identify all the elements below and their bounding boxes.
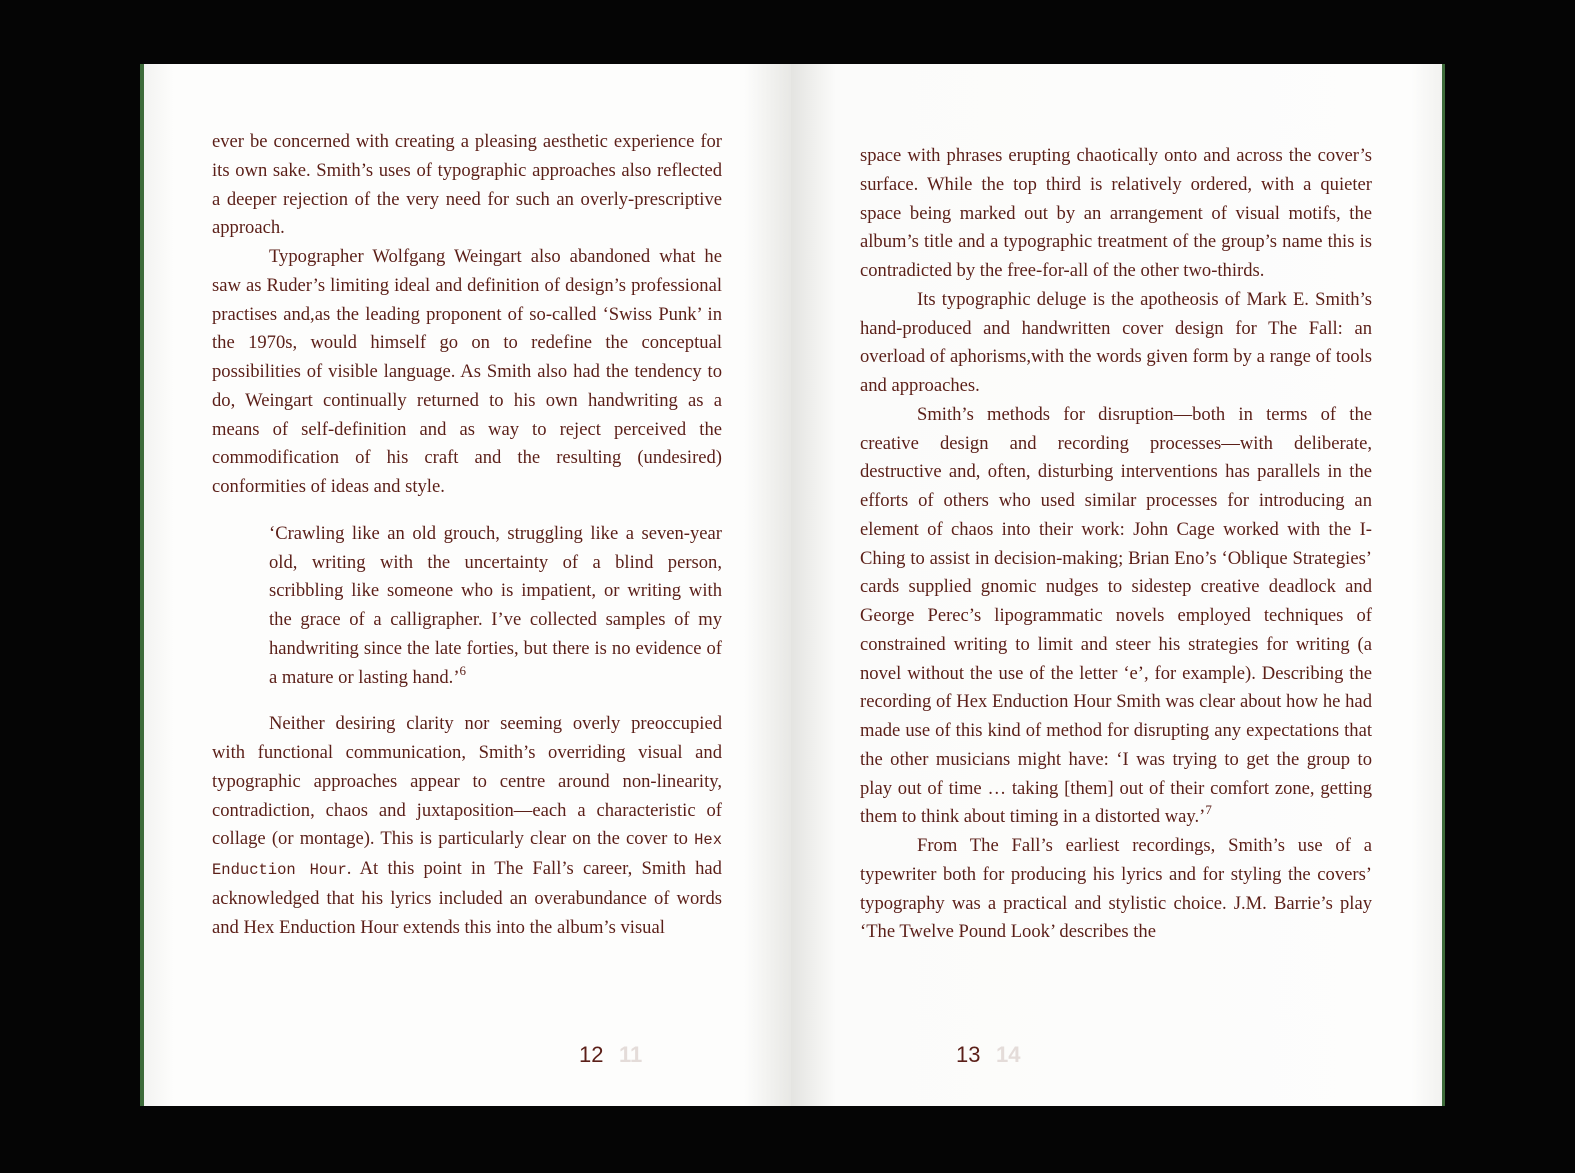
block-quote [269,520,722,693]
footnote-marker: 6 [459,662,467,678]
footnote-marker: 7 [1205,802,1212,818]
paragraph [212,710,722,942]
page-number: 13 [956,1042,981,1067]
show-through-page-number: 14 [996,1042,1021,1067]
paragraph: ever be concerned with creating a pleasing aesthetic experience for its own sake. Smith’s uses of typographic approaches also reflected a deeper rejection of the very need for such an overly-prescriptive approach. [212,131,722,239]
paragraph: Typographer Wolfgang Weingart also abandoned what he saw as Ruder’s limiting ideal and definition of design’s professional practises and,as the leading proponent of so-called ‘Swiss Punk’ in the 1970s, would himself go on to redefine the conceptual possibilities of visible language. As Smith also had the tendency to do, Weingart continually returned to his own handwriting as a means of self-definition and as way to reject perceived the commodification of his craft and the resulting (undesired) conformities of ideas and style. [212,246,722,497]
paragraph: space with phrases erupting chaotically onto and across the cover’s surface. While the top third is relatively ordered, with a quieter space being marked out by an arrangement of visual motifs, the album’s title and a typographic treatment of the group’s name this is contradicted by the free-for-all of the other two-thirds. [860,145,1372,281]
page-number: 12 [579,1042,604,1067]
paragraph: Its typographic deluge is the apotheosis of Mark E. Smith’s hand-produced and handwritten cover design for The Fall: an overload of aphorisms,with the words given form by a range of tools and approaches. [860,288,1372,396]
paragraph-text: Neither desiring clarity nor seeming overly preoccupied with functional communication, Smith’s overriding visual and typographic approaches appear to centre around non-linearity, contradiction, chaos and juxtaposition—each a characteristic of collage (or montage). This is particularly clear on the cover to [212,713,722,850]
paragraph [860,401,1372,832]
paragraph: From The Fall’s earliest recordings, Smith’s use of a typewriter both for producing his lyrics and for styling the covers’ typography was a practical and stylistic choice. J.M. Barrie’s play ‘The Twelve Pound Look’ describes the [860,835,1372,943]
left-page-body [212,128,722,942]
block-quote-text: ‘Crawling like an old grouch, struggling like a seven-year old, writing with the uncertainty of a blind person, scribbling like someone who is impatient, or writing with the grace of a calligrapher. I’ve collected samples of my handwriting since the late forties, but there is no evidence of a mature or lasting hand.’ [269,522,722,688]
right-page-body [860,142,1372,947]
album-title-mono: Hex Enduction Hour [212,831,722,879]
paragraph-text: Smith’s methods for disruption—both in terms of the creative design and recording processes—with deliberate, destructive and, often, disturbing interventions has parallels in the efforts of others who used similar processes for introducing an element of chaos into their work: John Cage worked with the I-Ching to assist in decision-making; Brian Eno’s ‘Oblique Strategies’ cards supplied gnomic nudges to sidestep creative deadlock and George Perec’s lipogrammatic novels employed techniques of constrained writing to limit and steer his strategies for writing (a novel without the use of the letter ‘e’, for example). Describing the recording of Hex Enduction Hour Smith was clear about how he had made use of this kind of method for disrupting any expectations that the other musicians might have: ‘I was trying to get the group to play out of time … taking [them] out of their comfort zone, getting them to think about timing in a distorted way.’ [860,403,1372,828]
show-through-page-number: 11 [619,1042,643,1067]
book-spread [140,64,1442,1106]
left-page [140,64,795,1106]
right-page [791,64,1445,1106]
paragraph-text: . At this point in The Fall’s career, Smith had acknowledged that his lyrics included an overabundance of words and Hex Enduction Hour extends this into the album’s visual [212,858,722,938]
